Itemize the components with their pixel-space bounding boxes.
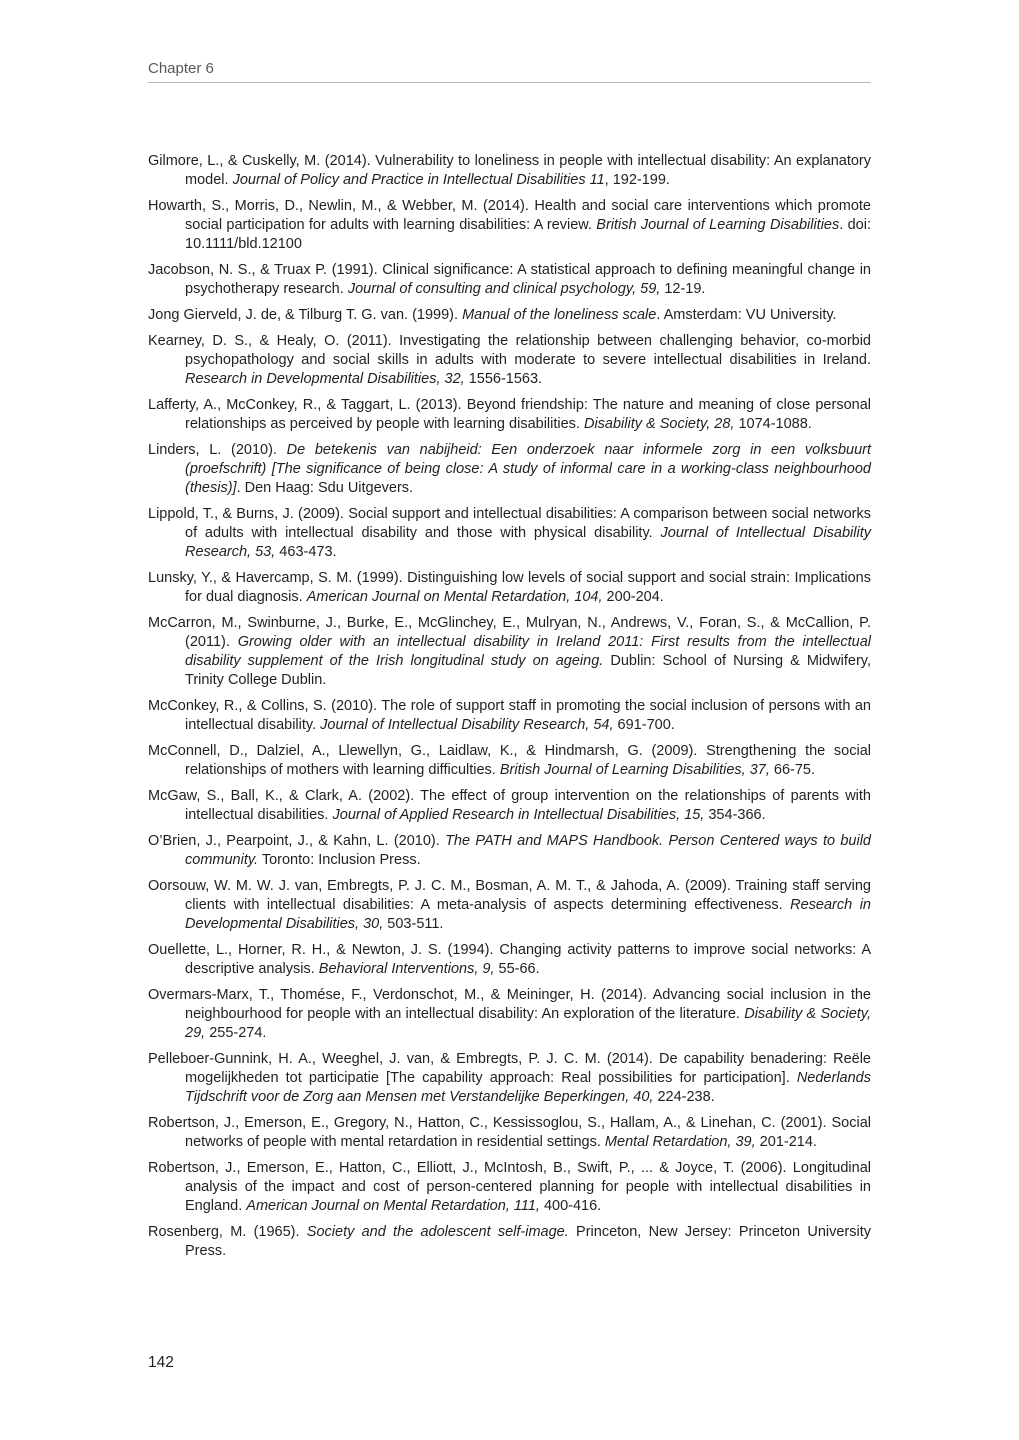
reference-segment: , 192-199. (604, 172, 670, 189)
reference-segment: Jong Gierveld, J. de, & Tilburg T. G. van. (1999). (148, 306, 463, 323)
reference-segment: Toronto: Inclusion Press. (258, 852, 421, 868)
reference-segment: Dublin: School of Nursing & Midwifery, Trinity College Dublin. (185, 653, 871, 689)
reference-item (148, 505, 871, 563)
reference-segment: 1074-1088. (734, 415, 812, 432)
reference-segment-italic: De betekenis van nabijheid: Een onderzoek naar informele zorg in een volksbuurt (proefschrift) [The significance of being close: A study of informal care in a working-class neighbourhood (thesis)] (185, 441, 871, 497)
reference-item (148, 614, 871, 691)
reference-item (148, 1050, 871, 1108)
reference-segment-italic: Research in Developmental Disabilities, 32, (185, 371, 465, 388)
reference-segment: 463-473. (275, 544, 337, 561)
reference-segment: 55-66. (494, 961, 540, 978)
reference-segment: Oorsouw, W. M. W. J. van, Embregts, P. J. C. M., Bosman, A. M. T., & Jahoda, A. (2009). Training staff serving clients with intellectual disabilities: A meta-analysis of aspects determining effectiveness. (148, 877, 871, 913)
reference-item (148, 306, 871, 325)
reference-segment: 503-511. (383, 916, 444, 933)
reference-item (148, 441, 871, 499)
reference-segment-italic: Journal of Intellectual Disability Research, 53, (185, 524, 872, 561)
reference-segment: Rosenberg, M. (1965). (148, 1223, 307, 1240)
reference-segment: Lafferty, A., McConkey, R., & Taggart, L. (2013). Beyond friendship: The nature and meaning of close personal relationships as perceived by people with learning disabilities. (148, 396, 871, 432)
reference-segment: Robertson, J., Emerson, E., Hatton, C., Elliott, J., McIntosh, B., Swift, P., ... & Joyce, T. (2006). Longitudinal analysis of the impact and cost of person-centered planning for people with intellectual disabilities in England. (148, 1159, 871, 1215)
reference-segment: Lunsky, Y., & Havercamp, S. M. (1999). Distinguishing low levels of social support and social strain: Implications for dual diagnosis. (148, 569, 871, 606)
reference-segment: Ouellette, L., Horner, R. H., & Newton, J. S. (1994). Changing activity patterns to improve social networks: A descriptive analysis. (148, 941, 871, 978)
reference-segment-italic: Journal of Policy and Practice in Intellectual Disabilities 11 (232, 172, 605, 189)
reference-segment: Linders, L. (2010). (148, 441, 287, 458)
reference-item (148, 197, 871, 255)
reference-segment: Overmars-Marx, T., Thomése, F., Verdonschot, M., & Meininger, H. (2014). Advancing social inclusion in the neighbourhood for people with an intellectual disability: An exploration of the literature. (148, 986, 871, 1022)
reference-item (148, 1223, 871, 1261)
reference-segment-italic: Nederlands Tijdschrift voor de Zorg aan Mensen met Verstandelijke Beperkingen, 40, (185, 1070, 871, 1106)
reference-segment: McConnell, D., Dalziel, A., Llewellyn, G., Laidlaw, K., & Hindmarsh, G. (2009). Strengthening the social relationships of mothers with learning difficulties. (148, 742, 871, 779)
chapter-title: Chapter 6 (148, 60, 214, 77)
reference-segment: Pelleboer-Gunnink, H. A., Weeghel, J. van, & Embregts, P. J. C. M. (2014). De capability benadering: Reële mogelijkheden tot participatie [The capability approach: Real possibilities for participation]. (148, 1050, 871, 1087)
reference-segment: . doi: 10.1111/bld.12100 (185, 217, 871, 253)
reference-segment-italic: British Journal of Learning Disabilities (596, 217, 840, 234)
reference-segment-italic: Manual of the loneliness scale (462, 306, 657, 323)
page-footer (148, 1354, 174, 1372)
reference-segment-italic: The PATH and MAPS Handbook. Person Centered ways to build community. (185, 832, 871, 868)
reference-segment: Princeton, New Jersey: Princeton University Press. (185, 1223, 871, 1260)
reference-item (148, 1159, 871, 1217)
reference-segment: 691-700. (613, 717, 675, 734)
reference-segment: O’Brien, J., Pearpoint, J., & Kahn, L. (2010). (148, 832, 446, 849)
reference-segment-italic: Mental Retardation, 39, (604, 1134, 756, 1151)
reference-item (148, 787, 871, 825)
reference-segment: Lippold, T., & Burns, J. (2009). Social support and intellectual disabilities: A comparison between social networks of adults with intellectual disability and those with physical disability. (148, 505, 871, 541)
reference-item (148, 986, 871, 1044)
reference-item (148, 877, 871, 935)
reference-segment: 354-366. (704, 807, 766, 824)
reference-segment-italic: American Journal on Mental Retardation, 111, (246, 1198, 540, 1215)
reference-item (148, 332, 871, 390)
reference-item (148, 152, 871, 190)
reference-item (148, 832, 871, 870)
reference-item (148, 569, 871, 607)
reference-item (148, 941, 871, 979)
header-divider (148, 82, 871, 83)
reference-segment: McGaw, S., Ball, K., & Clark, A. (2002). The effect of group intervention on the relationships of parents with intellectual disabilities. (148, 787, 871, 824)
reference-segment-italic: Disability & Society, 28, (583, 415, 735, 432)
reference-segment-italic: Growing older with an intellectual disability in Ireland 2011: First results from the intellectual disability supplement of the Irish longitudinal study on ageing. (185, 633, 871, 670)
reference-segment: Howarth, S., Morris, D., Newlin, M., & Webber, M. (2014). Health and social care interventions which promote social participation for adults with learning disabilities: A review. (148, 197, 871, 234)
reference-segment-italic: Research in Developmental Disabilities, 30, (185, 896, 871, 933)
reference-item (148, 261, 871, 299)
reference-segment: McCarron, M., Swinburne, J., Burke, E., McGlinchey, E., Mulryan, N., Andrews, V., Foran, S., & McCallion, P. (2011). (148, 614, 871, 650)
reference-segment: 224-238. (653, 1089, 715, 1106)
reference-segment-italic: Journal of Intellectual Disability Research, 54, (320, 717, 614, 734)
reference-segment: . Amsterdam: VU University. (656, 306, 837, 323)
reference-segment: McConkey, R., & Collins, S. (2010). The role of support staff in promoting the social inclusion of persons with an intellectual disability. (148, 698, 871, 734)
reference-item (148, 396, 871, 434)
reference-segment-italic: Journal of consulting and clinical psychology, 59, (347, 281, 661, 298)
reference-segment: . Den Haag: Sdu Uitgevers. (236, 480, 414, 497)
reference-segment: 1556-1563. (464, 371, 543, 388)
reference-segment: 201-214. (755, 1134, 817, 1151)
reference-segment: Gilmore, L., & Cuskelly, M. (2014). Vulnerability to loneliness in people with intellectual disability: An explanatory model. (148, 153, 871, 189)
reference-segment-italic: Journal of Applied Research in Intellectual Disabilities, 15, (332, 807, 705, 824)
reference-list (148, 152, 871, 1268)
page-number: 142 (148, 1354, 174, 1371)
reference-segment-italic: American Journal on Mental Retardation, 104, (306, 589, 603, 606)
reference-segment-italic: Behavioral Interventions, 9, (318, 961, 495, 978)
reference-segment: Robertson, J., Emerson, E., Gregory, N., Hatton, C., Kessissoglou, S., Hallam, A., & Linehan, C. (2001). Social networks of people with mental retardation in residential settings. (148, 1114, 871, 1151)
reference-item (148, 1114, 871, 1152)
reference-segment: 12-19. (660, 281, 706, 298)
reference-item (148, 742, 871, 780)
chapter-header (148, 60, 871, 83)
reference-segment-italic: Disability & Society, 29, (185, 1005, 871, 1042)
reference-segment: 255-274. (205, 1025, 267, 1042)
reference-segment: 400-416. (539, 1198, 602, 1215)
reference-segment-italic: Society and the adolescent self-image. (306, 1223, 569, 1240)
reference-segment: 200-204. (602, 589, 664, 606)
reference-segment-italic: British Journal of Learning Disabilities, 37, (499, 762, 770, 779)
reference-segment: Kearney, D. S., & Healy, O. (2011). Investigating the relationship between challenging behavior, co-morbid psychopathology and social skills in adults with moderate to severe intellectual disabilities in Ireland. (148, 332, 871, 368)
reference-item (148, 697, 871, 735)
reference-segment: 66-75. (769, 762, 816, 779)
reference-segment: Jacobson, N. S., & Truax P. (1991). Clinical significance: A statistical approach to defining meaningful change in psychotherapy research. (148, 262, 871, 298)
